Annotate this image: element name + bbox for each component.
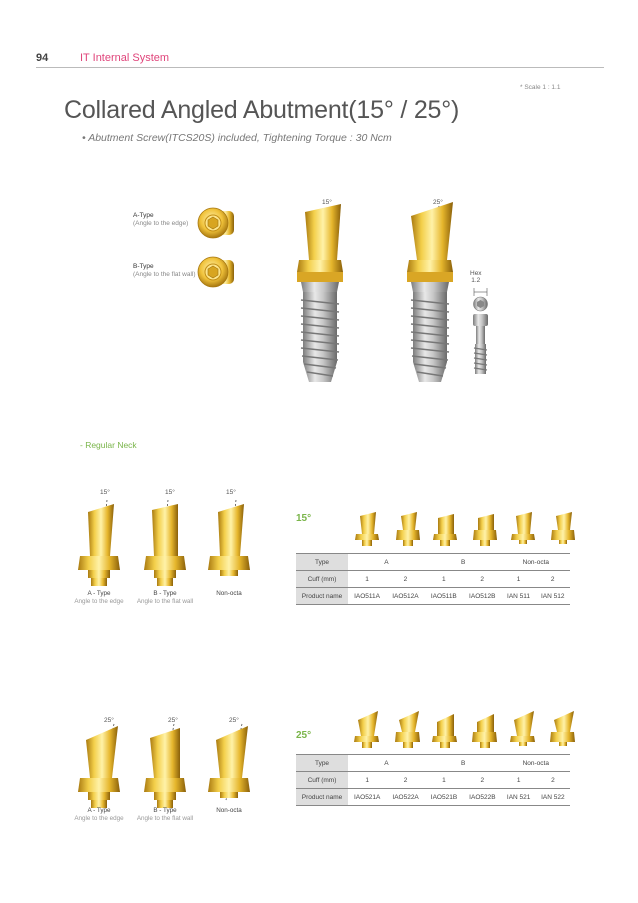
g25-non-octa-abutment-image [204,722,254,810]
table-cell: Non-octa [502,755,570,772]
page-title: Collared Angled Abutment(15° / 25°) [64,96,460,124]
table-cell: 2 [535,571,570,588]
table-cell: 2 [463,772,501,789]
hero-angle-25-label: 25° [433,199,443,206]
table-cell: 2 [536,772,570,789]
table-cell: IAO512B [463,588,502,605]
a-type-name: A-Type [133,212,154,219]
g15-angle-a: 15° [100,489,110,496]
section-title: IT Internal System [80,52,170,64]
table-cell: A [348,554,425,571]
g25-a-type-abutment-image [74,722,124,810]
g15-b-type-sub: Angle to the flat wall [136,598,194,606]
table-cell: IAO521A [348,789,386,806]
g15-b-type-abutment-image [140,498,190,588]
a-type-label [133,212,188,228]
b-type-desc: (Angle to the flat wall) [133,271,196,279]
g15-a-type-name: A - Type [87,590,111,597]
header-divider [36,67,604,68]
table-row [296,571,570,588]
b-type-top-view-image [196,254,238,290]
g25-a-type-sub: Angle to the edge [74,815,124,823]
table-cell: 1 [425,571,463,588]
b-type-name: B-Type [133,263,154,270]
g25-b-type-abutment-image [140,722,190,810]
a-type-top-view-image [196,205,238,241]
table-row [296,772,570,789]
table-cell: Non-octa [502,554,570,571]
implant-25-image [395,200,465,390]
g25-b-type-name: B - Type [153,807,177,814]
hex-label [470,270,482,284]
g15-a-type-abutment-image [74,498,124,588]
table-cell: IAN 512 [535,588,570,605]
table-cell: IAN 511 [502,588,536,605]
table-cell: 1 [348,571,386,588]
hex-value: 1.2 [471,277,481,285]
table-cell: Cuff (mm) [296,772,348,789]
table-cell: Cuff (mm) [296,571,348,588]
hex-label-text: Hex [470,270,482,277]
table-row [296,789,570,806]
g15-title: 15° [296,513,312,524]
hero-angle-15-label: 15° [322,199,332,206]
table-cell: 2 [463,571,502,588]
table-cell: Product name [296,588,348,605]
table-cell: A [348,755,425,772]
table-cell: 2 [386,571,425,588]
g25-angle-non-octa: 25° [229,717,239,724]
g25-a-type-name: A - Type [87,807,111,814]
g15-product-row-image [340,508,590,550]
table-row [296,554,570,571]
g15-a-type-sub: Angle to the edge [74,598,124,606]
table-cell: IAO522B [463,789,501,806]
table-cell: B [425,554,502,571]
g15-angle-b: 15° [165,489,175,496]
table-cell: IAN 521 [502,789,536,806]
table-cell: IAO522A [386,789,424,806]
g25-non-octa-name: Non-octa [216,807,242,814]
g15-spec-table [296,553,570,605]
abutment-screw-image [466,288,496,383]
table-row [296,588,570,605]
a-type-desc: (Angle to the edge) [133,220,189,228]
table-cell: IAO512A [386,588,425,605]
scale-note: * Scale 1 : 1.1 [520,84,561,91]
table-cell: Type [296,755,348,772]
table-cell: 2 [386,772,424,789]
table-cell: IAN 522 [536,789,570,806]
page-subtitle: • Abutment Screw(ITCS20S) included, Tightening Torque : 30 Ncm [82,132,392,144]
g15-non-octa-name: Non-octa [216,590,242,597]
table-cell: Type [296,554,348,571]
implant-15-image [285,200,355,390]
page-number: 94 [36,52,49,64]
g25-product-row-image [340,708,590,752]
regular-neck-heading: - Regular Neck [80,440,137,450]
table-cell: 1 [502,571,536,588]
table-cell: B [425,755,502,772]
table-cell: 1 [502,772,536,789]
g15-non-octa-abutment-image [204,498,254,588]
b-type-label [133,263,196,279]
table-row [296,755,570,772]
table-cell: Product name [296,789,348,806]
table-cell: 1 [425,772,463,789]
g15-non-octa-caption [199,590,259,598]
g15-b-type-caption [126,590,204,606]
table-cell: 1 [348,772,386,789]
g25-spec-table [296,754,570,806]
g15-b-type-name: B - Type [153,590,177,597]
table-cell: IAO511A [348,588,386,605]
table-cell: IAO511B [425,588,463,605]
g15-angle-non-octa: 15° [226,489,236,496]
g25-title: 25° [296,730,312,741]
g25-b-type-sub: Angle to the flat wall [136,815,194,823]
g25-b-type-caption [126,807,204,823]
g25-angle-b: 25° [168,717,178,724]
g25-angle-a: 25° [104,717,114,724]
table-cell: IAO521B [425,789,463,806]
g25-non-octa-caption [199,807,259,815]
